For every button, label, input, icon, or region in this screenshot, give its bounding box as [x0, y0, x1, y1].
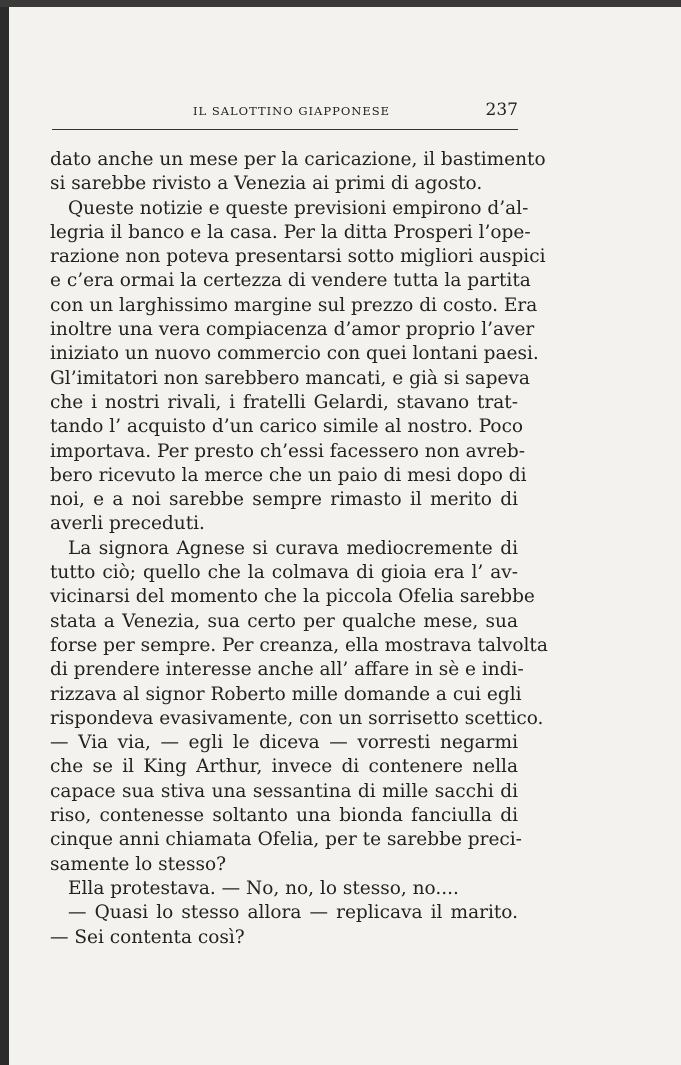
- text-line: — Quasi lo stesso allora — replicava il marito.: [68, 902, 518, 924]
- text-line: averli preceduti.: [50, 513, 205, 535]
- text-line: Ella protestava. — No, no, lo stesso, no....: [68, 877, 459, 899]
- text-line: — Via via, — egli le diceva — vorresti negarmi: [50, 732, 518, 754]
- text-line: cinque anni chiamata Ofelia, per te sarebbe preci-: [50, 829, 522, 851]
- header-rule: [52, 129, 518, 130]
- body-text: [50, 148, 548, 950]
- text-line: bero ricevuto la merce che un paio di mesi dopo di: [50, 464, 527, 486]
- text-line: tutto ciò; quello che la colmava di gioia era l’ av-: [50, 562, 518, 584]
- text-line: che se il King Arthur, invece di contenere nella: [50, 756, 518, 778]
- text-line: — Sei contenta così?: [50, 926, 245, 948]
- text-line: forse per sempre. Per creanza, ella mostrava talvolta: [50, 634, 548, 656]
- text-line: riso, contenesse soltanto una bionda fanciulla di: [50, 805, 518, 827]
- text-line: e c’era ormai la certezza di vendere tutta la partita: [50, 270, 531, 292]
- text-line: importava. Per presto ch’essi facessero non avreb-: [50, 440, 525, 462]
- scan-edge-left: [0, 0, 9, 1065]
- text-line: si sarebbe rivisto a Venezia ai primi di agosto.: [50, 173, 483, 195]
- text-line: dato anche un mese per la caricazione, il bastimento: [50, 149, 546, 170]
- text-line: che i nostri rivali, i fratelli Gelardi, stavano trat-: [50, 391, 518, 413]
- text-line: Gl’imitatori non sarebbero mancati, e già si sapeva: [50, 367, 530, 389]
- text-line: La signora Agnese si curava mediocremente di: [68, 537, 518, 559]
- scan-edge-top: [0, 0, 681, 7]
- text-line: Queste notizie e queste previsioni empirono d’al-: [68, 197, 529, 219]
- text-line: rizzava al signor Roberto mille domande a cui egli: [50, 683, 522, 705]
- text-line: stata a Venezia, sua certo per qualche mese, sua: [50, 610, 518, 632]
- text-line: con un larghissimo margine sul prezzo di costo. Era: [50, 294, 538, 316]
- text-line: noi, e a noi sarebbe sempre rimasto il merito di: [50, 489, 518, 511]
- page-number: 237: [485, 100, 518, 120]
- text-line: samente lo stesso?: [50, 853, 227, 875]
- text-line: vicinarsi del momento che la piccola Ofelia sarebbe: [50, 586, 535, 608]
- text-line: rispondeva evasivamente, con un sorrisetto scettico.: [50, 707, 544, 729]
- page-header: [48, 100, 518, 122]
- text-line: razione non poteva presentarsi sotto migliori auspici: [50, 246, 546, 268]
- text-line: inoltre una vera compiacenza d’amor proprio l’aver: [50, 319, 535, 341]
- text-line: tando l’ acquisto d’un carico simile al nostro. Poco: [50, 416, 524, 438]
- text-line: iniziato un nuovo commercio con quei lontani paesi.: [50, 343, 539, 365]
- running-title: IL SALOTTINO GIAPPONESE: [193, 104, 390, 118]
- text-line: capace sua stiva una sessantina di mille sacchi di: [50, 780, 518, 802]
- text-line: legria il banco e la casa. Per la ditta Prosperi l’ope-: [50, 221, 531, 243]
- text-line: di prendere interesse anche all’ affare in sè e indi-: [50, 659, 524, 681]
